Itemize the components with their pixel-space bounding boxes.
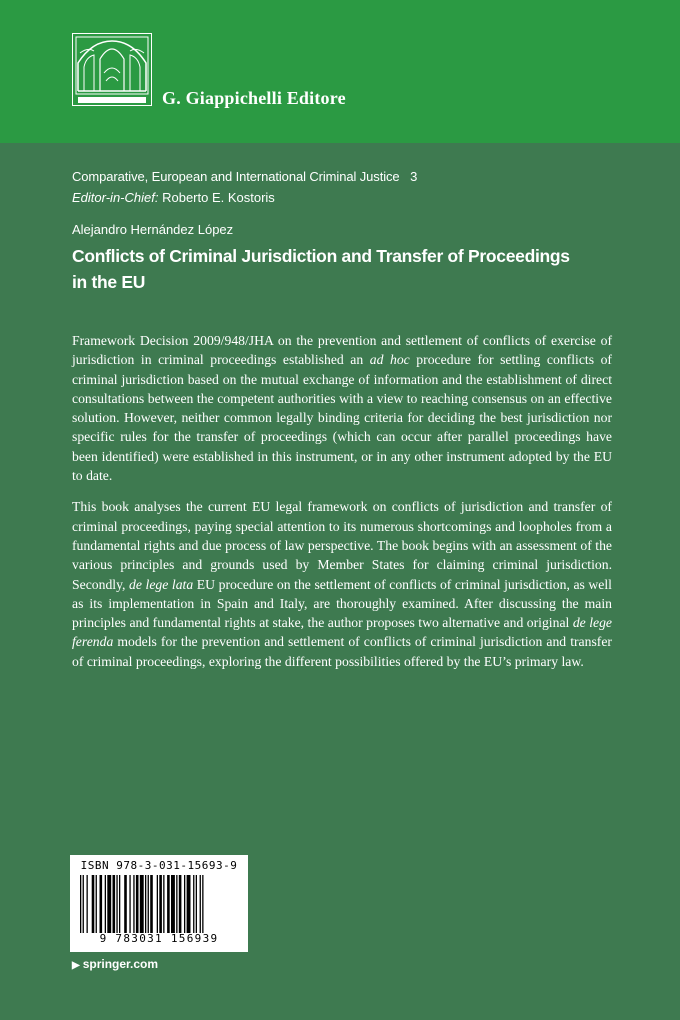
series-editor: [72, 190, 275, 205]
blurb-p2-run: de lege ferenda: [72, 615, 612, 650]
blurb-p1-run: procedure for settling conflicts of criminal jurisdiction based on the mutual exchange of information and the establishment of direct consultations between the competent authorities with a view to reaching consensus on an effective solution. However, neither common legally binding criteria for deciding the best jurisdiction nor specific rules for the transfer of proceedings (which can occur after parallel proceedings have been identified) were established in this instrument, or in any other instrument adopted by the EU to date.: [72, 352, 612, 484]
ean-digits: 9 783031 156939: [99, 932, 219, 945]
editor-label: Editor-in-Chief:: [72, 190, 159, 205]
series-title: [72, 169, 417, 184]
blurb-paragraph-1: [72, 331, 612, 485]
publisher-name: G. Giappichelli Editore: [162, 88, 346, 108]
book-title-line2: in the EU: [72, 272, 146, 292]
series-number: 3: [410, 169, 418, 184]
blurb-paragraph-2: [72, 497, 612, 671]
blurb-p2-run: models for the prevention and settlement of conflicts of criminal jurisdiction and transfer of criminal proceedings, exploring the different possibilities offered by the EU’s primary law.: [72, 634, 612, 669]
springer-url: springer.com: [82, 957, 159, 971]
triangle-right-icon: ▶: [72, 960, 80, 971]
springer-link[interactable]: [72, 957, 158, 971]
blurb-p2-run: EU procedure on the settlement of conflicts of criminal jurisdiction, as well as its implementation in Spain and Italy, are thoroughly examined. After discussing the main principles and fundamental rights at stake, the author proposes two alternative and original: [72, 576, 612, 631]
book-author: Alejandro Hernández López: [72, 222, 234, 237]
publisher-logo-icon: [72, 33, 152, 106]
blurb-p2-run: de lege lata: [129, 576, 194, 592]
series-name: Comparative, European and International Criminal Justice: [72, 169, 400, 184]
barcode-bars-icon: [77, 875, 241, 933]
editor-name: Roberto E. Kostoris: [162, 190, 275, 205]
blurb-p1-run: Framework Decision 2009/948/JHA on the prevention and settlement of conflicts of exercise of jurisdiction in criminal proceedings established an: [72, 333, 612, 368]
publisher-band: [0, 0, 680, 143]
blurb-p2-run: This book analyses the current EU legal framework on conflicts of jurisdiction and transfer of criminal proceedings, paying special attention to its numerous shortcomings and loopholes from a fundamental rights and due process of law perspective. The book begins with an assessment of the various principles and grounds used by Member States for claiming criminal jurisdiction. Secondly,: [72, 499, 612, 592]
book-title-line1: Conflicts of Criminal Jurisdiction and Transfer of Proceedings: [72, 246, 570, 266]
isbn-text: ISBN 978-3-031-15693-9: [80, 859, 238, 872]
blurb: [72, 331, 612, 683]
isbn-barcode: [70, 855, 248, 952]
blurb-p1-run: ad hoc: [369, 352, 410, 368]
book-title: [72, 243, 592, 295]
